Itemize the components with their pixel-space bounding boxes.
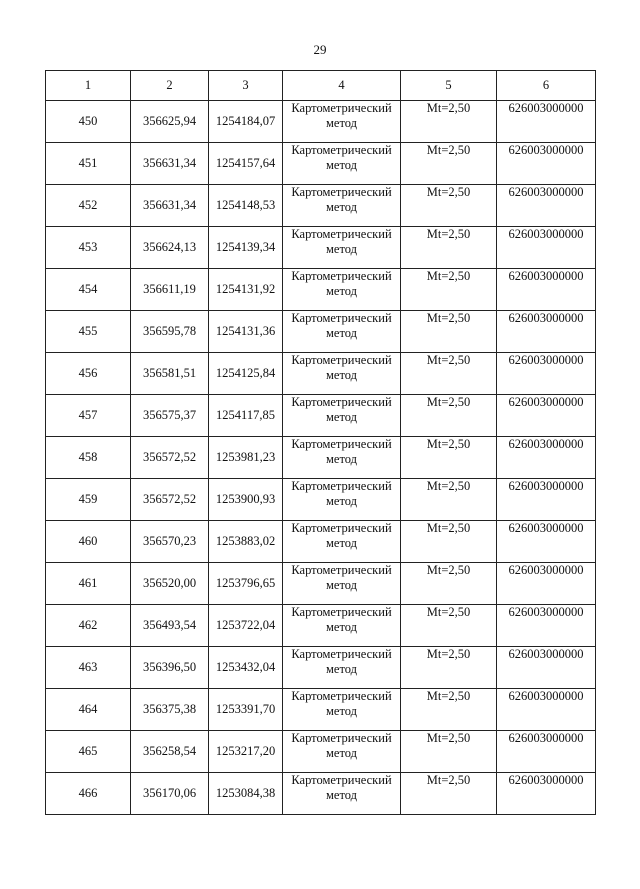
code-cell: 626003000000 bbox=[497, 521, 596, 563]
accuracy-cell: Mt=2,50 bbox=[401, 101, 497, 143]
method-cell: Картометрический метод bbox=[283, 647, 401, 689]
column-header: 5 bbox=[401, 71, 497, 101]
code-cell: 626003000000 bbox=[497, 395, 596, 437]
table-row bbox=[46, 353, 596, 395]
table-body bbox=[46, 101, 596, 815]
code-cell: 626003000000 bbox=[497, 227, 596, 269]
table-row bbox=[46, 395, 596, 437]
method-cell: Картометрический метод bbox=[283, 395, 401, 437]
method-cell: Картометрический метод bbox=[283, 521, 401, 563]
point-number-cell: 458 bbox=[46, 437, 131, 479]
method-cell: Картометрический метод bbox=[283, 563, 401, 605]
accuracy-cell: Mt=2,50 bbox=[401, 773, 497, 815]
accuracy-cell: Mt=2,50 bbox=[401, 185, 497, 227]
y-coordinate-cell: 1253722,04 bbox=[209, 605, 283, 647]
point-number-cell: 455 bbox=[46, 311, 131, 353]
accuracy-cell: Mt=2,50 bbox=[401, 353, 497, 395]
method-cell: Картометрический метод bbox=[283, 731, 401, 773]
x-coordinate-cell: 356575,37 bbox=[131, 395, 209, 437]
y-coordinate-cell: 1253796,65 bbox=[209, 563, 283, 605]
table-row bbox=[46, 143, 596, 185]
accuracy-cell: Mt=2,50 bbox=[401, 395, 497, 437]
code-cell: 626003000000 bbox=[497, 311, 596, 353]
y-coordinate-cell: 1253883,02 bbox=[209, 521, 283, 563]
y-coordinate-cell: 1254148,53 bbox=[209, 185, 283, 227]
accuracy-cell: Mt=2,50 bbox=[401, 689, 497, 731]
x-coordinate-cell: 356625,94 bbox=[131, 101, 209, 143]
code-cell: 626003000000 bbox=[497, 101, 596, 143]
x-coordinate-cell: 356396,50 bbox=[131, 647, 209, 689]
table-row bbox=[46, 731, 596, 773]
accuracy-cell: Mt=2,50 bbox=[401, 227, 497, 269]
y-coordinate-cell: 1253900,93 bbox=[209, 479, 283, 521]
accuracy-cell: Mt=2,50 bbox=[401, 605, 497, 647]
method-cell: Картометрический метод bbox=[283, 479, 401, 521]
x-coordinate-cell: 356258,54 bbox=[131, 731, 209, 773]
method-cell: Картометрический метод bbox=[283, 269, 401, 311]
method-cell: Картометрический метод bbox=[283, 605, 401, 647]
point-number-cell: 454 bbox=[46, 269, 131, 311]
x-coordinate-cell: 356631,34 bbox=[131, 185, 209, 227]
y-coordinate-cell: 1253084,38 bbox=[209, 773, 283, 815]
x-coordinate-cell: 356624,13 bbox=[131, 227, 209, 269]
point-number-cell: 465 bbox=[46, 731, 131, 773]
code-cell: 626003000000 bbox=[497, 479, 596, 521]
method-cell: Картометрический метод bbox=[283, 101, 401, 143]
y-coordinate-cell: 1254117,85 bbox=[209, 395, 283, 437]
y-coordinate-cell: 1254131,36 bbox=[209, 311, 283, 353]
column-header: 4 bbox=[283, 71, 401, 101]
point-number-cell: 464 bbox=[46, 689, 131, 731]
column-header: 3 bbox=[209, 71, 283, 101]
method-cell: Картометрический метод bbox=[283, 143, 401, 185]
table-row bbox=[46, 773, 596, 815]
accuracy-cell: Mt=2,50 bbox=[401, 563, 497, 605]
table-row bbox=[46, 437, 596, 479]
x-coordinate-cell: 356611,19 bbox=[131, 269, 209, 311]
table-row bbox=[46, 101, 596, 143]
code-cell: 626003000000 bbox=[497, 143, 596, 185]
table-row bbox=[46, 605, 596, 647]
page-number: 29 bbox=[313, 42, 327, 57]
y-coordinate-cell: 1253217,20 bbox=[209, 731, 283, 773]
point-number-cell: 460 bbox=[46, 521, 131, 563]
x-coordinate-cell: 356493,54 bbox=[131, 605, 209, 647]
point-number-cell: 462 bbox=[46, 605, 131, 647]
y-coordinate-cell: 1253391,70 bbox=[209, 689, 283, 731]
column-header: 1 bbox=[46, 71, 131, 101]
accuracy-cell: Mt=2,50 bbox=[401, 269, 497, 311]
code-cell: 626003000000 bbox=[497, 689, 596, 731]
table-row bbox=[46, 479, 596, 521]
table-row bbox=[46, 269, 596, 311]
x-coordinate-cell: 356520,00 bbox=[131, 563, 209, 605]
table-row bbox=[46, 647, 596, 689]
x-coordinate-cell: 356581,51 bbox=[131, 353, 209, 395]
table-row bbox=[46, 689, 596, 731]
table-row bbox=[46, 227, 596, 269]
column-header: 2 bbox=[131, 71, 209, 101]
point-number-cell: 452 bbox=[46, 185, 131, 227]
point-number-cell: 459 bbox=[46, 479, 131, 521]
x-coordinate-cell: 356572,52 bbox=[131, 437, 209, 479]
code-cell: 626003000000 bbox=[497, 353, 596, 395]
method-cell: Картометрический метод bbox=[283, 311, 401, 353]
y-coordinate-cell: 1253432,04 bbox=[209, 647, 283, 689]
point-number-cell: 466 bbox=[46, 773, 131, 815]
point-number-cell: 463 bbox=[46, 647, 131, 689]
x-coordinate-cell: 356572,52 bbox=[131, 479, 209, 521]
code-cell: 626003000000 bbox=[497, 269, 596, 311]
accuracy-cell: Mt=2,50 bbox=[401, 521, 497, 563]
table-header-row bbox=[46, 71, 596, 101]
code-cell: 626003000000 bbox=[497, 563, 596, 605]
y-coordinate-cell: 1254125,84 bbox=[209, 353, 283, 395]
y-coordinate-cell: 1254157,64 bbox=[209, 143, 283, 185]
accuracy-cell: Mt=2,50 bbox=[401, 143, 497, 185]
point-number-cell: 453 bbox=[46, 227, 131, 269]
x-coordinate-cell: 356595,78 bbox=[131, 311, 209, 353]
y-coordinate-cell: 1253981,23 bbox=[209, 437, 283, 479]
x-coordinate-cell: 356170,06 bbox=[131, 773, 209, 815]
coordinates-table bbox=[45, 70, 596, 815]
table-row bbox=[46, 311, 596, 353]
point-number-cell: 456 bbox=[46, 353, 131, 395]
method-cell: Картометрический метод bbox=[283, 689, 401, 731]
point-number-cell: 451 bbox=[46, 143, 131, 185]
accuracy-cell: Mt=2,50 bbox=[401, 437, 497, 479]
column-header: 6 bbox=[497, 71, 596, 101]
accuracy-cell: Mt=2,50 bbox=[401, 731, 497, 773]
x-coordinate-cell: 356375,38 bbox=[131, 689, 209, 731]
code-cell: 626003000000 bbox=[497, 773, 596, 815]
code-cell: 626003000000 bbox=[497, 605, 596, 647]
point-number-cell: 461 bbox=[46, 563, 131, 605]
method-cell: Картометрический метод bbox=[283, 437, 401, 479]
x-coordinate-cell: 356570,23 bbox=[131, 521, 209, 563]
accuracy-cell: Mt=2,50 bbox=[401, 479, 497, 521]
y-coordinate-cell: 1254184,07 bbox=[209, 101, 283, 143]
table-row bbox=[46, 521, 596, 563]
code-cell: 626003000000 bbox=[497, 647, 596, 689]
code-cell: 626003000000 bbox=[497, 437, 596, 479]
code-cell: 626003000000 bbox=[497, 185, 596, 227]
code-cell: 626003000000 bbox=[497, 731, 596, 773]
method-cell: Картометрический метод bbox=[283, 227, 401, 269]
method-cell: Картометрический метод bbox=[283, 185, 401, 227]
point-number-cell: 450 bbox=[46, 101, 131, 143]
accuracy-cell: Mt=2,50 bbox=[401, 647, 497, 689]
table-row bbox=[46, 185, 596, 227]
x-coordinate-cell: 356631,34 bbox=[131, 143, 209, 185]
point-number-cell: 457 bbox=[46, 395, 131, 437]
method-cell: Картометрический метод bbox=[283, 773, 401, 815]
y-coordinate-cell: 1254139,34 bbox=[209, 227, 283, 269]
y-coordinate-cell: 1254131,92 bbox=[209, 269, 283, 311]
method-cell: Картометрический метод bbox=[283, 353, 401, 395]
accuracy-cell: Mt=2,50 bbox=[401, 311, 497, 353]
table-row bbox=[46, 563, 596, 605]
